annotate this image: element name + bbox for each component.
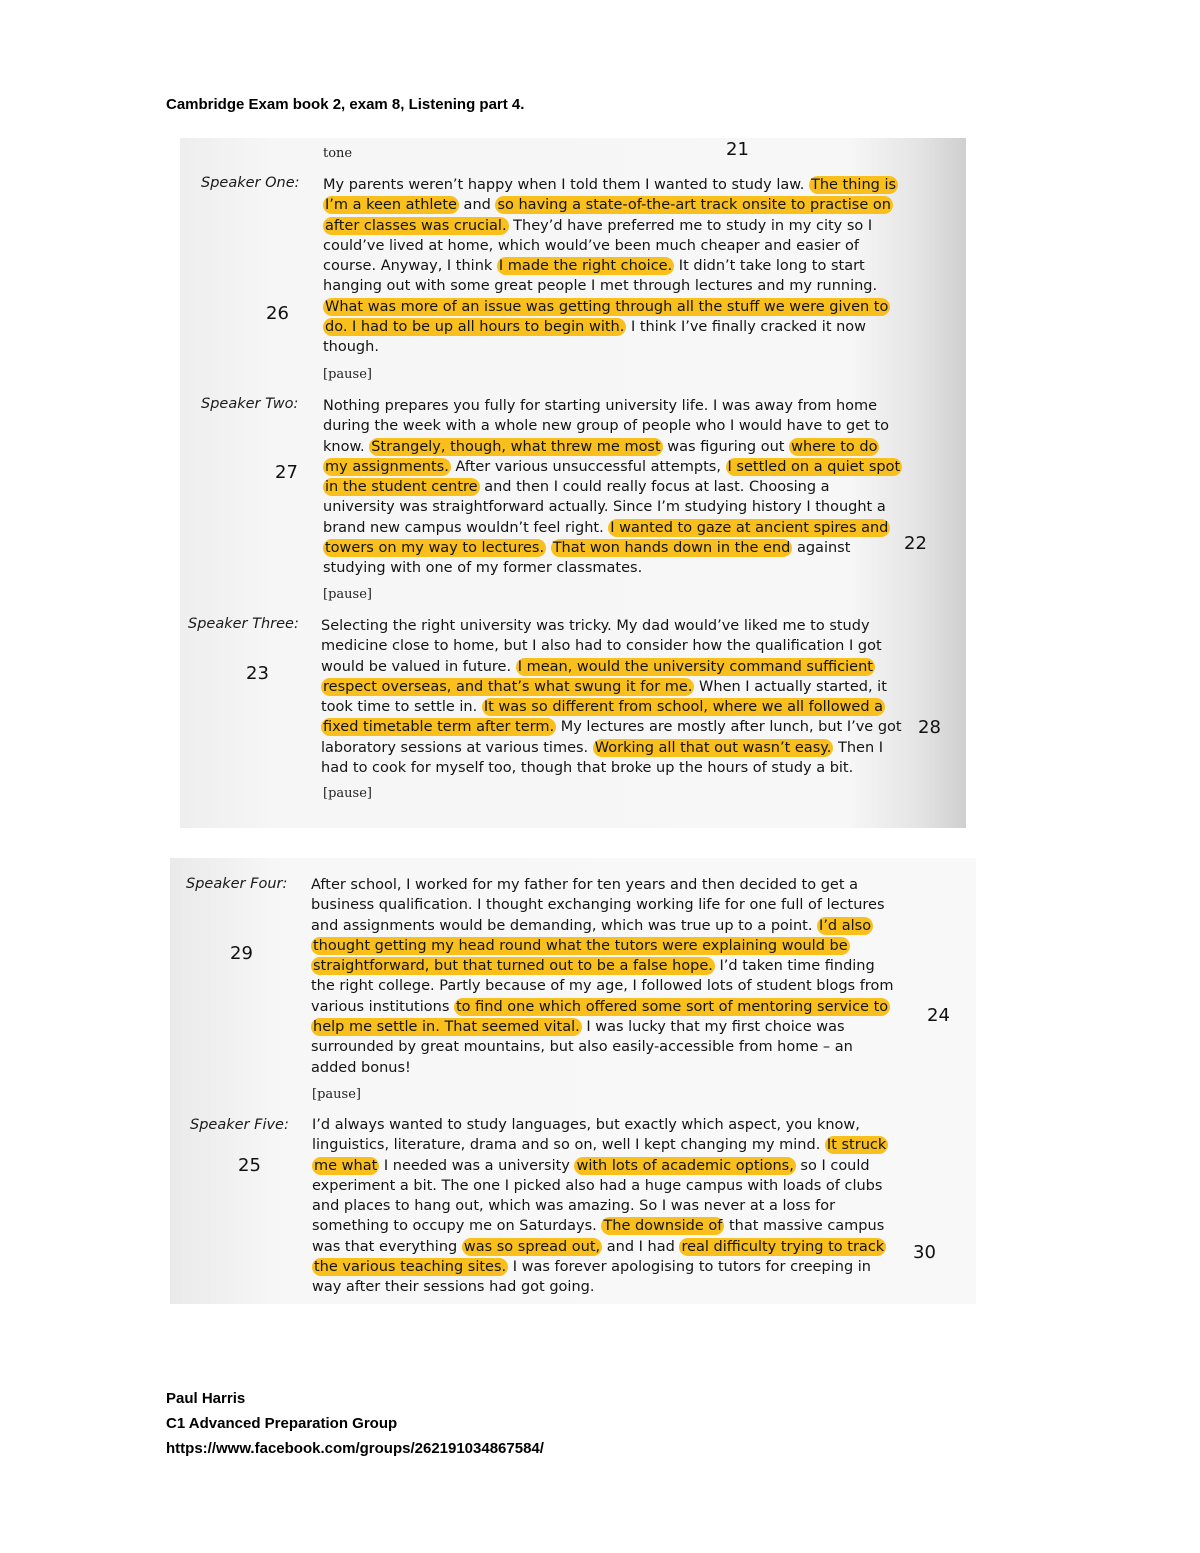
highlighted-phrase: where to do my assignments. [325, 438, 878, 475]
highlighted-phrase: What was more of an issue was getting through all the stuff we were given to do. I had to be up all hours to begin with. [325, 298, 889, 336]
highlighted-phrase: so having a state-of-the-art track onsite to practise on after classes was crucial. [325, 197, 891, 234]
group-link[interactable]: https://www.facebook.com/groups/262191034867584/ [166, 1440, 544, 1457]
speaker-one-label: Speaker One: [201, 175, 300, 191]
speaker-two-transcript [323, 396, 901, 579]
author-name: Paul Harris [166, 1390, 246, 1407]
question-number-28: 28 [918, 717, 941, 738]
transcript-text: Then I had to cook for myself too, though that broke up the hours of study a bit. [321, 739, 884, 777]
transcript-text: was figuring out [662, 438, 790, 455]
transcript-text: and then I could really focus at last. Choosing a university was straightforward actually. Since I’m studying history I thought a brand new campus wouldn’t feel right. [323, 479, 886, 536]
pause-label-3: [pause] [323, 786, 372, 801]
transcript-text: I needed was a university [379, 1157, 575, 1174]
highlighted-phrase: That won hands down in the end [552, 540, 791, 557]
transcript-text: I was forever apologising to tutors for creeping in way after their sessions had got going. [312, 1259, 872, 1296]
question-number-22: 22 [904, 533, 927, 554]
transcript-text [546, 540, 551, 556]
highlighted-phrase: to find one which offered some sort of mentoring service to help me settle in. That seemed vital. [313, 998, 889, 1036]
speaker-five-label: Speaker Five: [190, 1117, 289, 1133]
transcript-text: so I could experiment a bit. The one I picked also had a huge campus with loads of clubs and places to hang out, which was amazing. So I was never at a loss for something to occupy me on Saturdays. [312, 1157, 883, 1235]
transcript-text: My lectures are mostly after lunch, but I’ve got laboratory sessions at various times. [321, 719, 902, 756]
speaker-two-label: Speaker Two: [201, 396, 299, 412]
transcript-text: and I had [602, 1238, 680, 1255]
transcript-text: and [458, 197, 496, 214]
pause-label-2: [pause] [323, 587, 372, 602]
highlighted-phrase: I’d also thought getting my head round what the tutors were explaining would be straightforward, but that turned out to be a false hope. [313, 917, 872, 975]
question-number-26: 26 [266, 303, 289, 324]
group-name: C1 Advanced Preparation Group [166, 1415, 398, 1432]
transcript-text: When I actually started, it took time to settle in. [321, 678, 887, 716]
question-number-29: 29 [230, 943, 253, 964]
highlighted-phrase: Working all that out wasn’t easy. [594, 739, 832, 756]
highlighted-phrase: It was so different from school, where we all followed a fixed timetable term after term. [323, 699, 884, 736]
question-number-24: 24 [927, 1005, 950, 1026]
highlighted-phrase: I settled on a quiet spot in the student centre [325, 458, 901, 496]
speaker-one-transcript [323, 175, 901, 358]
question-number-27: 27 [275, 462, 298, 483]
transcript-text: After various unsuccessful attempts, [450, 458, 726, 475]
highlighted-phrase: It struck me what [314, 1137, 887, 1174]
highlighted-phrase: real difficulty trying to track the various teaching sites. [314, 1238, 885, 1276]
speaker-five-transcript [312, 1115, 902, 1298]
transcript-text: I was lucky that my first choice was surrounded by great mountains, but also easily-accessible from home – an added bonus! [311, 1019, 853, 1076]
transcript-text: that massive campus was that everything [312, 1218, 885, 1255]
question-number-21: 21 [726, 139, 749, 160]
highlighted-phrase: was so spread out, [463, 1238, 601, 1255]
highlighted-phrase: Strangely, though, what threw me most [371, 438, 661, 455]
highlighted-phrase: The downside of [603, 1218, 723, 1235]
transcript-text: Nothing prepares you fully for starting university life. I was away from home during the week with a whole new group of people who I would have to get to know. [323, 398, 889, 455]
transcript-text: It didn’t take long to start hanging out with some great people I met through lectures and my running. [323, 258, 878, 295]
question-number-23: 23 [246, 663, 269, 684]
transcript-text: I’d always wanted to study languages, but exactly which aspect, you know, linguistics, literature, drama and so on, well I kept changing my mind. [312, 1117, 860, 1154]
question-number-25: 25 [238, 1155, 261, 1176]
pause-label-4: [pause] [312, 1087, 361, 1102]
author-footer [166, 1386, 544, 1461]
transcript-text: against studying with one of my former classmates. [323, 540, 851, 577]
highlighted-phrase: I wanted to gaze at ancient spires and towers on my way to lectures. [325, 519, 889, 557]
highlighted-phrase: The thing is I’m a keen athlete [325, 177, 897, 214]
transcript-text: They’d have preferred me to study in my city so I could’ve lived at home, which would’ve been much cheaper and easier of course. Anyway, I think [323, 217, 873, 275]
transcript-text: I think I’ve finally cracked it now though. [323, 319, 867, 356]
tone-label: tone [323, 146, 353, 161]
pause-label-1: [pause] [323, 367, 372, 382]
transcript-text: Selecting the right university was tricky. My dad would’ve liked me to study medicine close to home, but I also had to consider how the qualification I got would be valued in future. [321, 618, 882, 675]
page-title: Cambridge Exam book 2, exam 8, Listening part 4. [166, 96, 525, 113]
speaker-four-label: Speaker Four: [186, 876, 288, 892]
transcript-text: My parents weren’t happy when I told them I wanted to study law. [323, 177, 809, 193]
highlighted-phrase: I made the right choice. [498, 258, 673, 275]
speaker-three-transcript [321, 616, 903, 778]
highlighted-phrase: with lots of academic options, [576, 1157, 794, 1174]
question-number-30: 30 [913, 1242, 936, 1263]
speaker-four-transcript [311, 875, 896, 1078]
speaker-three-label: Speaker Three: [188, 616, 299, 632]
transcript-text: After school, I worked for my father for ten years and then decided to get a business qualification. I thought exchanging working life for one full of lectures and assignments would be demanding, which was true up to a point. [311, 877, 885, 934]
transcript-text: I’d taken time finding the right college. Partly because of my age, I followed lots of student blogs from various institutions [311, 958, 894, 1015]
highlighted-phrase: I mean, would the university command sufficient respect overseas, and that’s what swung it for me. [323, 658, 873, 695]
